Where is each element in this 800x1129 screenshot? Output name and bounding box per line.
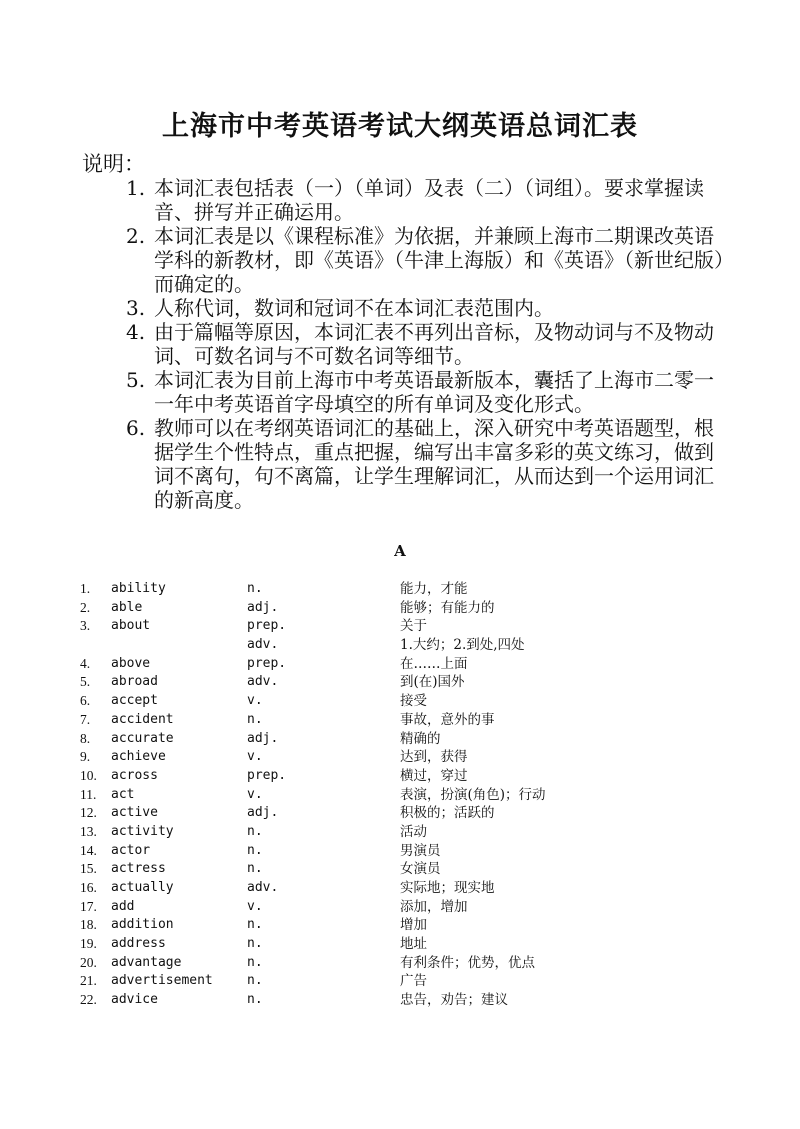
vocab-number: 22. — [80, 992, 97, 1008]
vocab-meaning: 精确的 — [400, 730, 441, 747]
vocab-word: act — [111, 786, 135, 802]
vocab-part-of-speech: adj. — [247, 805, 279, 821]
vocab-part-of-speech: prep. — [247, 767, 287, 783]
vocab-meaning: 1.大约；2.到处,四处 — [400, 637, 525, 654]
vocab-number: 12. — [80, 805, 97, 821]
vocab-word: addition — [111, 917, 174, 933]
vocab-meaning: 能够；有能力的 — [400, 599, 495, 616]
vocab-part-of-speech: v. — [247, 693, 263, 709]
vocab-row — [80, 842, 720, 861]
vocab-number: 6. — [80, 693, 91, 709]
note-number: 6. — [126, 416, 146, 440]
vocab-word: accident — [111, 711, 174, 727]
vocab-number: 1. — [80, 581, 91, 596]
note-text: 教师可以在考纲英语词汇的基础上，深入研究中考英语题型，根据学生个性特点，重点把握，编写出丰富多彩的英文练习，做到词不离句，句不离篇，让学生理解词汇，从而达到一个运用词汇的新高度。 — [154, 416, 714, 512]
vocab-word: about — [111, 618, 151, 634]
vocab-number: 20. — [80, 954, 97, 970]
vocab-row — [80, 898, 720, 917]
vocab-word: accurate — [111, 730, 174, 746]
vocab-number: 7. — [80, 711, 91, 727]
vocab-word: add — [111, 898, 135, 914]
note-text: 本词汇表是以《课程标准》为依据，并兼顾上海市二期课改英语学科的新教材，即《英语》（牛津上海版）和《英语》（新世纪版）而确定的。 — [154, 224, 724, 296]
vocab-meaning: 增加 — [400, 917, 427, 934]
note-text: 本词汇表为目前上海市中考英语最新版本，囊括了上海市二零一一年中考英语首字母填空的所有单词及变化形式。 — [154, 368, 714, 416]
note-item — [126, 224, 726, 296]
intro-label: 说明： — [82, 152, 145, 176]
note-number: 2. — [126, 224, 146, 248]
vocab-row — [80, 730, 720, 749]
vocab-row — [80, 767, 720, 786]
vocab-meaning: 表演，扮演(角色)；行动 — [400, 786, 546, 803]
vocab-row — [80, 636, 720, 655]
vocab-part-of-speech: prep. — [247, 655, 287, 671]
vocab-part-of-speech: adv. — [247, 637, 279, 653]
vocab-part-of-speech: v. — [247, 786, 263, 802]
vocab-number: 13. — [80, 823, 97, 839]
vocab-meaning: 广告 — [400, 973, 427, 990]
vocab-row — [80, 655, 720, 674]
vocab-word: actor — [111, 842, 151, 858]
vocab-word: activity — [111, 823, 174, 839]
note-item — [126, 296, 726, 320]
vocab-row — [80, 748, 720, 767]
vocab-row — [80, 692, 720, 711]
note-item — [126, 176, 726, 224]
vocab-row — [80, 673, 720, 692]
vocab-part-of-speech: n. — [247, 861, 263, 877]
vocab-row — [80, 786, 720, 805]
vocab-word: accept — [111, 693, 158, 709]
vocab-row — [80, 580, 720, 599]
vocab-row — [80, 860, 720, 879]
vocab-row — [80, 804, 720, 823]
vocab-row — [80, 879, 720, 898]
vocab-row — [80, 972, 720, 991]
vocab-part-of-speech: adj. — [247, 730, 279, 746]
vocab-number: 5. — [80, 674, 91, 690]
vocab-number: 8. — [80, 730, 91, 746]
vocab-number: 3. — [80, 618, 91, 634]
note-number: 5. — [126, 368, 146, 392]
notes-list — [126, 176, 726, 512]
vocab-number: 10. — [80, 767, 97, 783]
vocab-part-of-speech: v. — [247, 749, 263, 765]
vocab-meaning: 实际地；现实地 — [400, 880, 495, 896]
vocab-part-of-speech: n. — [247, 823, 263, 839]
vocab-row — [80, 954, 720, 973]
vocab-meaning: 事故，意外的事 — [400, 711, 495, 728]
vocabulary-table — [80, 580, 720, 1010]
note-item — [126, 368, 726, 416]
vocab-number: 15. — [80, 861, 97, 877]
vocab-part-of-speech: n. — [247, 581, 263, 596]
vocab-meaning: 在……上面 — [400, 655, 468, 672]
vocab-word: advertisement — [111, 973, 213, 989]
vocab-number: 16. — [80, 880, 97, 895]
vocab-word: achieve — [111, 749, 166, 765]
note-text: 由于篇幅等原因，本词汇表不再列出音标，及物动词与不及物动词、可数名词与不可数名词等细节。 — [154, 320, 714, 368]
vocab-meaning: 有利条件；优势，优点 — [400, 954, 535, 971]
vocab-meaning: 添加，增加 — [400, 898, 468, 915]
vocab-meaning: 到(在)国外 — [400, 674, 465, 691]
note-text: 本词汇表包括表（一）（单词）及表（二）（词组）。要求掌握读音、拼写并正确运用。 — [154, 176, 704, 224]
note-number: 3. — [126, 296, 146, 320]
vocab-word: advantage — [111, 954, 182, 970]
vocab-word: ability — [111, 581, 166, 596]
vocab-number: 14. — [80, 842, 97, 858]
vocab-number: 9. — [80, 749, 91, 765]
vocab-word: abroad — [111, 674, 158, 690]
vocab-meaning: 横过，穿过 — [400, 767, 468, 784]
vocab-row — [80, 711, 720, 730]
vocab-row — [80, 599, 720, 618]
vocab-meaning: 积极的；活跃的 — [400, 805, 495, 822]
vocab-part-of-speech: n. — [247, 711, 263, 727]
vocab-part-of-speech: n. — [247, 917, 263, 933]
vocab-part-of-speech: v. — [247, 898, 263, 914]
vocab-row — [80, 935, 720, 954]
vocab-part-of-speech: n. — [247, 992, 263, 1008]
vocab-meaning: 接受 — [400, 693, 427, 710]
note-item — [126, 320, 726, 368]
vocab-number: 21. — [80, 973, 97, 989]
vocab-part-of-speech: n. — [247, 973, 263, 989]
vocab-row — [80, 617, 720, 636]
vocab-word: above — [111, 655, 151, 671]
vocab-number: 11. — [80, 786, 97, 802]
vocab-part-of-speech: n. — [247, 842, 263, 858]
vocab-part-of-speech: prep. — [247, 618, 287, 634]
note-text: 人称代词，数词和冠词不在本词汇表范围内。 — [154, 296, 554, 320]
vocab-part-of-speech: adj. — [247, 599, 279, 615]
vocab-part-of-speech: adv. — [247, 674, 279, 690]
vocab-part-of-speech: n. — [247, 954, 263, 970]
vocab-meaning: 能力，才能 — [400, 581, 468, 597]
vocab-row — [80, 916, 720, 935]
note-number: 1. — [126, 176, 146, 200]
vocab-row — [80, 823, 720, 842]
vocab-meaning: 地址 — [400, 936, 427, 953]
page-title: 上海市中考英语考试大纲英语总词汇表 — [162, 111, 638, 142]
vocab-word: across — [111, 767, 158, 783]
vocab-meaning: 关于 — [400, 618, 427, 635]
note-number: 4. — [126, 320, 146, 344]
vocab-part-of-speech: n. — [247, 936, 263, 952]
vocab-word: advice — [111, 992, 158, 1008]
vocab-number: 17. — [80, 898, 97, 914]
vocab-number: 18. — [80, 917, 97, 933]
vocab-word: able — [111, 599, 143, 615]
vocab-word: actually — [111, 880, 174, 895]
vocab-meaning: 忠告，劝告；建议 — [400, 992, 508, 1009]
vocab-meaning: 女演员 — [400, 861, 441, 878]
vocab-word: actress — [111, 861, 166, 877]
vocab-row — [80, 991, 720, 1010]
vocab-number: 4. — [80, 655, 91, 671]
vocab-word: address — [111, 936, 166, 952]
vocab-number: 2. — [80, 599, 91, 615]
vocab-word: active — [111, 805, 158, 821]
vocab-meaning: 活动 — [400, 823, 427, 840]
section-letter: A — [394, 542, 406, 560]
vocab-meaning: 达到，获得 — [400, 749, 468, 766]
vocab-meaning: 男演员 — [400, 842, 441, 859]
vocab-number: 19. — [80, 936, 97, 952]
vocab-part-of-speech: adv. — [247, 880, 279, 895]
note-item — [126, 416, 726, 512]
